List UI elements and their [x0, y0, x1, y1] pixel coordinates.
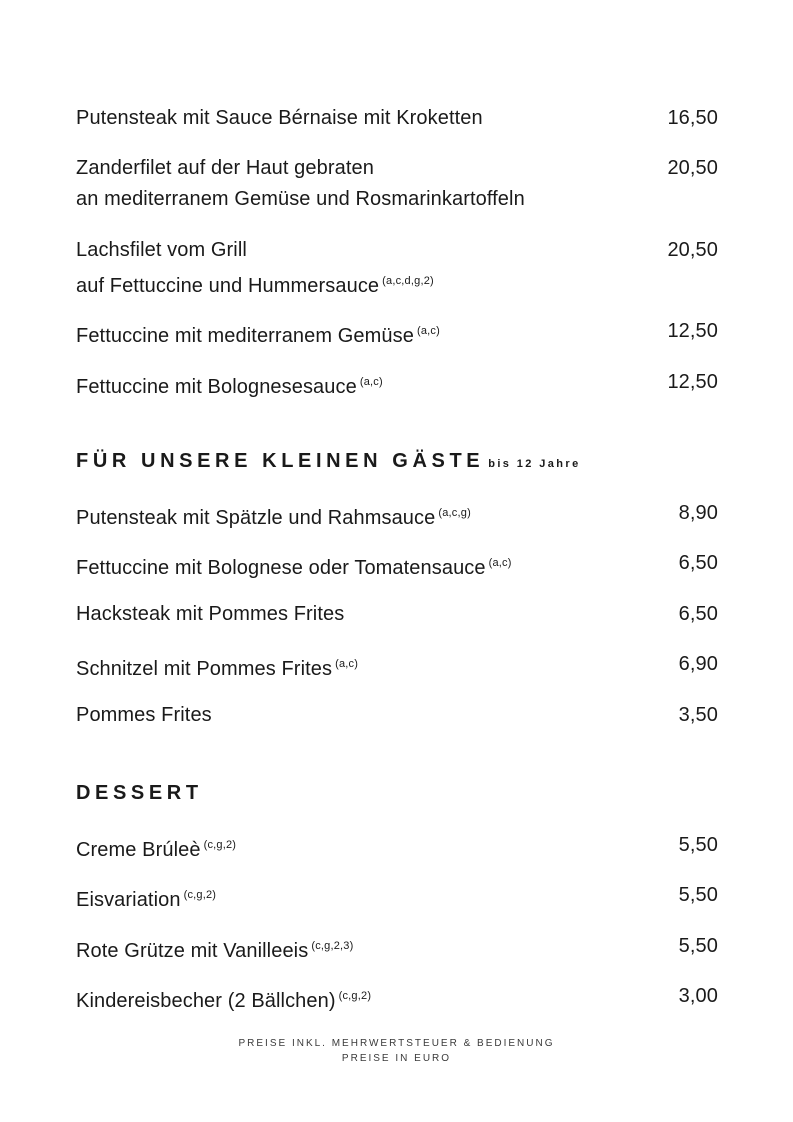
- menu-item-price: 5,50: [678, 884, 718, 906]
- menu-item: [76, 153, 718, 215]
- menu-item-price: 3,00: [678, 985, 718, 1007]
- allergen-codes: (a,c): [416, 325, 440, 337]
- menu-item-name: Fettuccine mit Bolognesesauce $^{(a,c)}$: [76, 376, 383, 398]
- menu-item: [76, 316, 718, 352]
- section-title-dessert: [76, 779, 203, 807]
- menu-item: [76, 235, 718, 302]
- menu-item-description: auf Fettuccine und Hummersauce $^{(a,c,d,g,2)}$: [76, 275, 434, 297]
- menu-item-name: Fettuccine mit Bolognese oder Tomatensauce $^{(a,c)}$: [76, 557, 512, 579]
- menu-item-name: Kindereisbecher (2 Bällchen) $^{(c,g,2)}$: [76, 990, 372, 1012]
- menu-item-price: 6,50: [678, 552, 718, 574]
- menu-item-price: 5,50: [678, 935, 718, 957]
- allergen-codes: (a,c): [335, 658, 359, 670]
- menu-item-price: 12,50: [667, 320, 718, 342]
- section-title-kids: [76, 447, 581, 478]
- allergen-codes: (c,g,2): [338, 990, 372, 1002]
- menu-item: [76, 103, 718, 134]
- footer-line-currency: PREISE IN EURO: [341, 1053, 452, 1064]
- menu-item: [76, 700, 718, 731]
- allergen-codes: (a,c,d,g,2): [382, 275, 434, 287]
- section-subtitle: bis 12 Jahre: [488, 458, 581, 470]
- allergen-codes: (a,c,g): [438, 507, 471, 519]
- menu-item-name: Lachsfilet vom Grill: [76, 239, 247, 261]
- menu-item-name: Putensteak mit Spätzle und Rahmsauce $^{(a,c,g)}$: [76, 507, 471, 529]
- menu-item-price: 12,50: [667, 371, 718, 393]
- footer-note: [0, 1036, 793, 1066]
- menu-item: [76, 931, 718, 967]
- menu-item-name: Pommes Frites: [76, 704, 212, 726]
- menu-item-name: Creme Brúleè $^{(c,g,2)}$: [76, 839, 237, 861]
- menu-item-name: Putensteak mit Sauce Bérnaise mit Kroketten: [76, 107, 483, 129]
- menu-item: [76, 880, 718, 916]
- allergen-codes: (c,g,2): [183, 889, 217, 901]
- menu-item-price: 6,50: [678, 603, 718, 625]
- section-title-text: DESSERT: [76, 782, 203, 804]
- menu-item-name: Fettuccine mit mediterranem Gemüse $^{(a,c)}$: [76, 325, 440, 347]
- allergen-codes: (a,c): [359, 376, 383, 388]
- menu-item-description: an mediterranem Gemüse und Rosmarinkartoffeln: [76, 188, 525, 210]
- menu-item: [76, 981, 718, 1017]
- menu-item-name: Zanderfilet auf der Haut gebraten: [76, 157, 374, 179]
- menu-item-price: 16,50: [667, 107, 718, 129]
- menu-item: [76, 367, 718, 403]
- allergen-codes: (c,g,2): [203, 839, 237, 851]
- footer-line-tax: PREISE INKL. MEHRWERTSTEUER & BEDIENUNG: [238, 1038, 555, 1049]
- menu-item: [76, 498, 718, 534]
- menu-item-price: 20,50: [667, 157, 718, 179]
- menu-item: [76, 548, 718, 584]
- section-title-text: FÜR UNSERE KLEINEN GÄSTE: [76, 450, 485, 472]
- menu-item-price: 3,50: [678, 704, 718, 726]
- menu-item: [76, 599, 718, 630]
- menu-item-price: 20,50: [667, 239, 718, 261]
- allergen-codes: (a,c): [488, 557, 512, 569]
- menu-item: [76, 830, 718, 866]
- menu-item-name: Rote Grütze mit Vanilleeis $^{(c,g,2,3)}$: [76, 940, 354, 962]
- menu-item-name: Schnitzel mit Pommes Frites $^{(a,c)}$: [76, 658, 359, 680]
- menu-item-name: Hacksteak mit Pommes Frites: [76, 603, 345, 625]
- menu-item-price: 5,50: [678, 834, 718, 856]
- menu-item-name: Eisvariation $^{(c,g,2)}$: [76, 889, 217, 911]
- allergen-codes: (c,g,2,3): [311, 940, 354, 952]
- menu-item-price: 8,90: [678, 502, 718, 524]
- menu-item: [76, 649, 718, 685]
- menu-item-price: 6,90: [678, 653, 718, 675]
